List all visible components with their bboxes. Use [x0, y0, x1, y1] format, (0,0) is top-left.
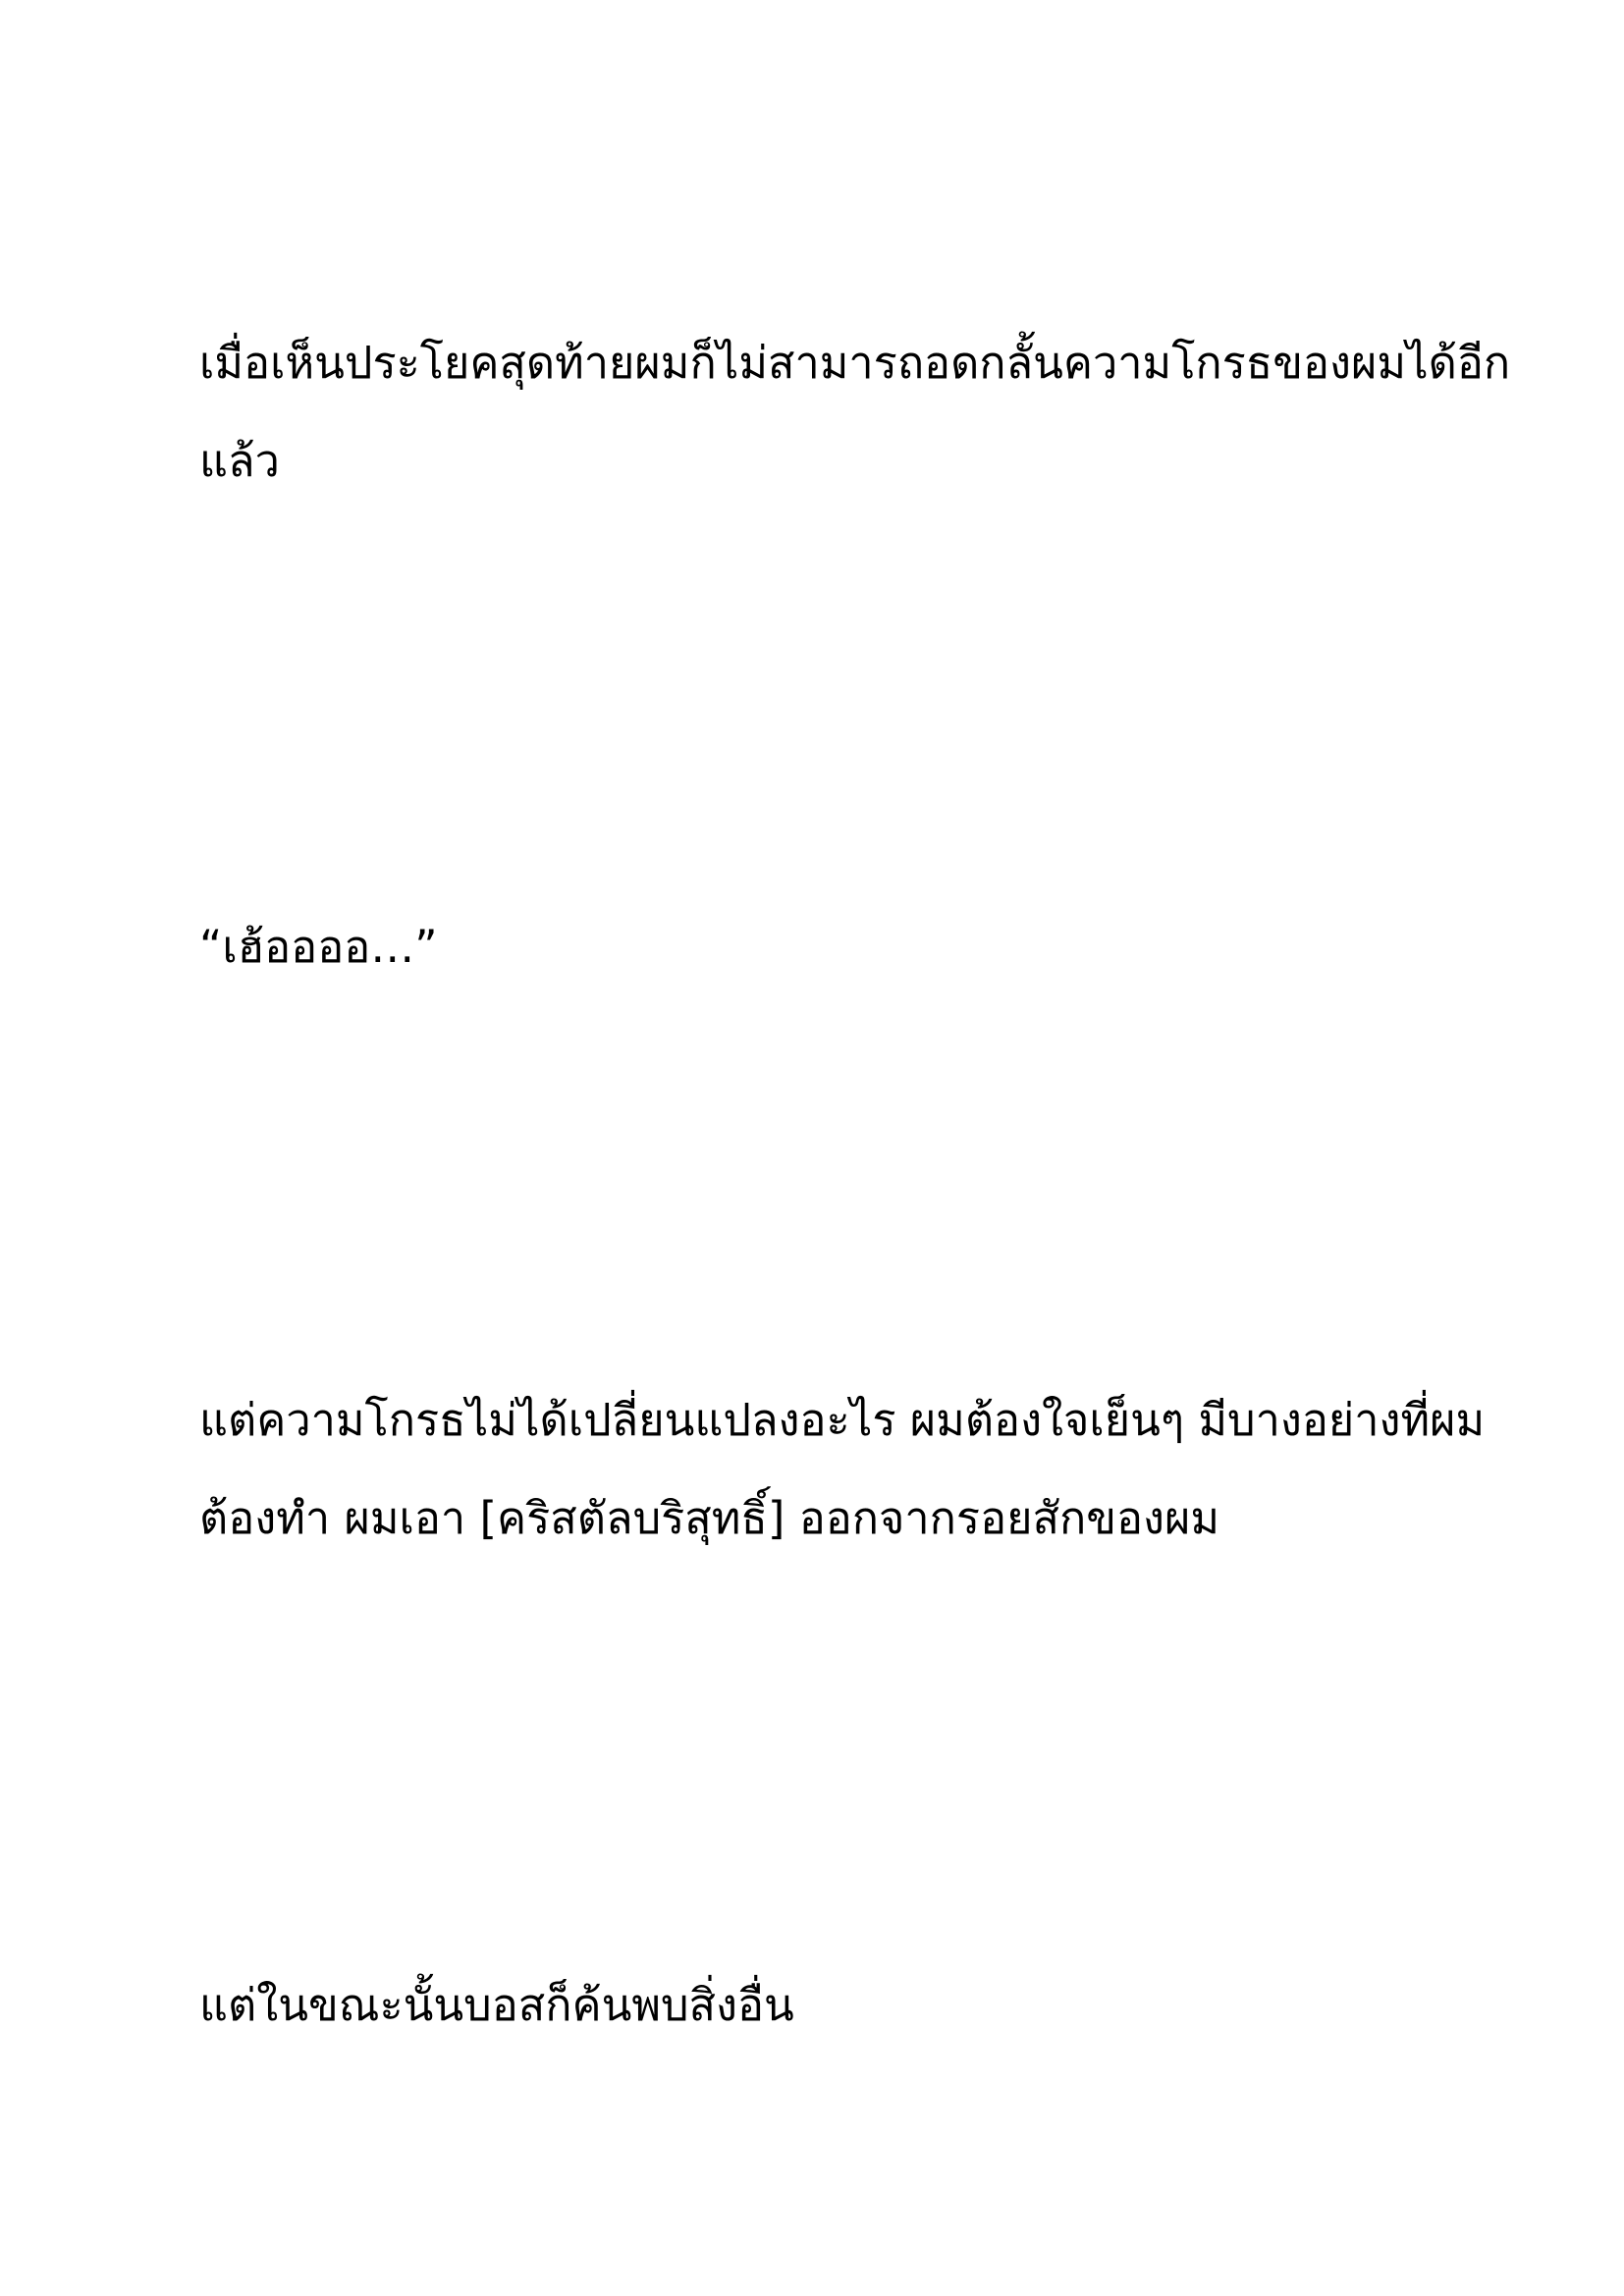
- paragraph-4: [199, 1956, 794, 2055]
- paragraph-2: [199, 898, 438, 996]
- paragraph-line: ต้องทำ ผมเอา [คริสตัลบริสุทธิ์] ออกจากรอยสักของผม: [199, 1492, 1219, 1544]
- paragraph-line: “เฮ้ออออ…”: [199, 921, 438, 973]
- paragraph-3: [199, 1371, 1485, 1568]
- paragraph-line: แต่ในขณะนั้นบอสก็ค้นพบสิ่งอื่น: [199, 1979, 794, 2031]
- paragraph-1: [199, 314, 1510, 510]
- paragraph-line: เมื่อเห็นประโยคสุดท้ายผมก็ไม่สามารถอดกลั้นความโกรธของผมได้อีก: [199, 337, 1511, 389]
- paragraph-line: แต่ความโกรธไม่ได้เปลี่ยนแปลงอะไร ผมต้องใจเย็นๆ มีบางอย่างที่ผม: [199, 1394, 1486, 1446]
- paragraph-line: แล้ว: [199, 435, 280, 487]
